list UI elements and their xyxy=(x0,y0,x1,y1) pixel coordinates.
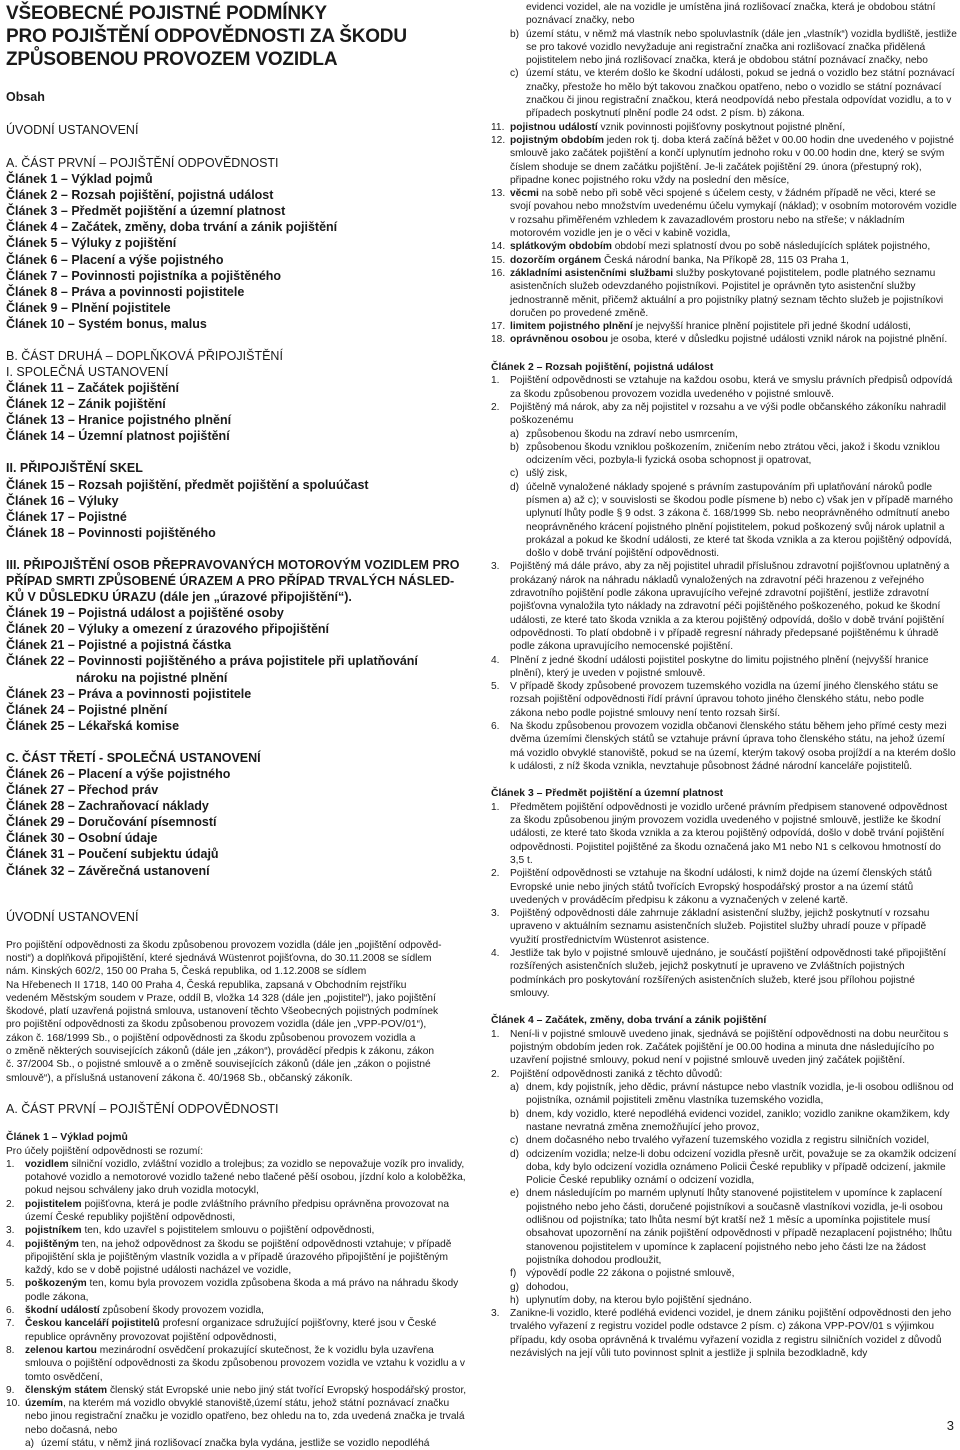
item-term: členským státem xyxy=(25,1384,108,1396)
toc-article-item: Článek 26 – Placení a výše pojistného xyxy=(6,767,231,781)
toc-article-item: Článek 15 – Rozsah pojištění, předmět pojištění a spoluúčast xyxy=(6,477,369,492)
toc-article-item: Článek 21 – Pojistné a pojistná částka xyxy=(6,638,232,653)
intro-heading: ÚVODNÍ USTANOVENÍ xyxy=(6,909,139,924)
sub-num: a) xyxy=(25,1438,35,1450)
item-number: 1. xyxy=(491,801,500,813)
item-body: způsobení škody provozem vozidla, xyxy=(99,1305,264,1317)
item-body: na sobě nebo při sobě věci spojené s účelem cesty, v žádném případě ne věci, které se svojí povahou nebo množstvím uvedenému účelu vymykají (náklad); v osobním motorovém vozidle v rozsahu přiměřeném vzhledem k zavazadlovém prostoru nebo na střeše; v nákladním motorovém vozidle jen je o věci v kabině vozidla, xyxy=(510,188,957,240)
paragraph-item xyxy=(491,907,957,947)
sub-number: a) xyxy=(510,1082,520,1094)
intro-line: Pro pojištění odpovědnosti za škodu způsobenou provozem vozidla (dále jen „pojištění odpověd- xyxy=(6,939,442,951)
item-number: 3. xyxy=(491,561,500,573)
toc-article-item: Článek 29 – Doručování písemností xyxy=(6,815,217,830)
item-number: 4. xyxy=(6,1238,15,1250)
item-body: Pojištění odpovědnosti se vztahuje na každou osobu, která ve smyslu právních předpisů odpovídá za škodu způsobenou provozem vozidla uvedeného v pojistné smlouvě. xyxy=(510,375,953,400)
sub-number: c) xyxy=(510,468,519,480)
document-title xyxy=(6,2,472,71)
definition-item xyxy=(491,121,957,134)
sub-item xyxy=(491,441,957,468)
toc-heading: Obsah xyxy=(6,90,45,104)
toc-article-item: Článek 11 – Začátek pojištění xyxy=(6,381,179,396)
sub-text: výpovědí podle 22 zákona o pojistné smlouvě, xyxy=(526,1268,735,1280)
item-number: 17. xyxy=(491,321,506,333)
toc-article-item: Článek 31 – Poučení subjektu údajů xyxy=(6,847,219,862)
item-body: Pojištěný má nárok, aby za něj pojistitel v rozsahu a ve výši podle občanského zákoníku nahradil poškozenému xyxy=(510,401,947,427)
art1-heading: Článek 1 – Výklad pojmů xyxy=(6,1131,128,1143)
toc-article-item: Článek 8 – Práva a povinnosti pojistitele xyxy=(6,284,245,299)
item-term: pojistitelem xyxy=(25,1198,82,1210)
toc-article-item: Článek 23 – Práva a povinnosti pojistitele xyxy=(6,686,252,701)
intro-line: č. 37/2004 Sb., o pojistné smlouvě a o změně souvisejících zákonů (dále jen „zákon o pojistné xyxy=(6,1059,431,1071)
item-body: ten, na jehož odpovědnost za škodu se pojištění odpovědnosti vztahuje; v případě připojištění skla je pojištěným vlastník vozidla a v případě úrazového připojištění je pojištěným každý, kdo se v době pojistné události nacházel ve vozidle, xyxy=(25,1238,452,1277)
intro-paragraph xyxy=(6,939,472,1085)
art1-intro: Pro účely pojištění odpovědnosti se rozumí: xyxy=(6,1145,204,1157)
title-line-1: VŠEOBECNÉ POJISTNÉ PODMÍNKY xyxy=(6,3,327,24)
item-body: pojišťovna, která je podle zvláštního právního předpisu oprávněna provozovat na území České republiky pojištění odpovědnosti, xyxy=(25,1198,450,1223)
item-number: 5. xyxy=(6,1278,15,1290)
item-number: 3. xyxy=(491,1308,500,1320)
toc-article-item: Článek 24 – Pojistné plnění xyxy=(6,702,168,717)
item-body: mezinárodní osvědčení prokazující skutečnost, že k vozidlu byla uzavřena smlouva o pojištění odpovědnosti za škodu způsobenou provozem vozidla ve vztahu k vozidlu a v tomto osvědčení, xyxy=(25,1344,466,1383)
toc-article-item: Článek 27 – Přechod práv xyxy=(6,783,159,798)
toc-part-b2-list xyxy=(6,477,472,541)
item-text xyxy=(25,1384,472,1397)
toc-article-item: Článek 20 – Výluky a omezení z úrazového připojištění xyxy=(6,622,330,637)
sub-text: dnem, kdy pojistník, jeho dědic, právní nástupce nebo vlastník vozidla, je-li osobou odlišnou od pojistníka, oznámil pojistiteli změnu vlastníka tuzemského vozidla, xyxy=(526,1082,954,1107)
item-number: 6. xyxy=(491,721,500,733)
definition-item xyxy=(6,1198,472,1225)
definition-item xyxy=(491,254,957,267)
item-number: 1. xyxy=(491,1028,500,1040)
item-text xyxy=(510,320,957,333)
art2-list-2 xyxy=(491,560,957,773)
toc-article-item: Článek 16 – Výluky xyxy=(6,493,119,508)
art4-sub-list xyxy=(491,1081,957,1307)
item-term: škodní událostí xyxy=(25,1305,100,1317)
item-body: Na škodu způsobenou provozem vozidla občanovi členského státu během jeho přímé cesty mezi dvěma územími členských států se vztahuje právní úprava toho členského státu, na jehož území má vozidlo obvyklé stanoviště, pokud se na území, kterým takový osoba projíždí a na kterém došlo k události, z níž škoda vznikla, nevztahuje působnost žádné národní kanceláře pojistitelů. xyxy=(510,721,956,772)
item-number: 2. xyxy=(491,868,500,880)
art3-heading: Článek 3 – Předmět pojištění a územní platnost xyxy=(491,788,724,800)
toc-article-item: Článek 17 – Pojistné xyxy=(6,509,127,524)
paragraph-item xyxy=(491,947,957,1000)
sub-text: území státu, v němž má vlastník nebo spoluvlastník (dále jen „vlastník“) vozidla bydliště, jestliže se pro takové vozidlo nevyžaduje ani registrační značka ani rozlišovací značka přidělená pojistitelem nebo jiná rozlišovací značka, která je obdobou státní poznávací značky, nebo xyxy=(526,28,957,67)
item-text xyxy=(510,187,957,240)
item-number: 2. xyxy=(6,1198,15,1210)
item-text xyxy=(510,374,957,401)
item-text xyxy=(25,1304,472,1317)
sub-item xyxy=(491,1134,957,1147)
toc-part-c: C. ČÁST TŘETÍ - SPOLEČNÁ USTANOVENÍ xyxy=(6,750,261,765)
item-number: 14. xyxy=(491,241,506,253)
left-column xyxy=(6,0,472,1450)
toc-article-item: Článek 25 – Lékařská komise xyxy=(6,718,180,733)
item-text xyxy=(510,1068,957,1081)
sub-item xyxy=(491,1281,957,1294)
sub-number: f) xyxy=(510,1268,517,1280)
toc-article-item: Článek 9 – Plnění pojistitele xyxy=(6,300,171,315)
item-term: pojistným obdobím xyxy=(510,134,604,146)
toc-article-item: Článek 32 – Závěrečná ustanovení xyxy=(6,863,210,878)
item-body: je osoba, které v důsledku pojistné události vznikl nárok na pojistné plnění. xyxy=(607,334,948,346)
toc-part-b3-list xyxy=(6,605,472,669)
item-term: územím xyxy=(25,1398,63,1410)
definition-item xyxy=(491,240,957,253)
sub-item xyxy=(491,1294,957,1307)
item-text xyxy=(25,1224,472,1237)
sub-number: b) xyxy=(510,441,520,453)
item-body: vznik povinnosti pojišťovny poskytnout pojistné plnění, xyxy=(597,121,846,133)
definition-item xyxy=(491,187,957,240)
toc-part-b3-l1: III. PŘIPOJIŠTĚNÍ OSOB PŘEPRAVOVANÝCH MOTOROVÝM VOZIDLEM PRO xyxy=(6,557,460,572)
item-body: Pojištěný odpovědnosti dále zahrnuje základní asistenční služby, jejichž poskytnutí v rozsahu upraveno v aktuálním seznamu asistenčních služeb. Pojistitel služby uhradí pouze v případě využití prostřednictvím Wüstenrot asistence. xyxy=(510,908,930,946)
item-text xyxy=(510,401,957,428)
item-body: Pojištěný má dále právo, aby za něj pojistitel uhradil příslušnou zdravotní pojišťovnou uplatněný a prokázaný nárok na náhradu nákladů vynaložených na zdravotní péči hrazenou z veřejného zdravotního pojištění podle zákona upravujícího veřejné zdravotní pojištění, jestliže zdravotní pojišťovna vynaložila tyto náklady na zdravotní péči pojištěného poškozeného, pokud ke škodní události, ze které tato škoda vznikla a za kterou pojištěný odpovídá, došlo v době trvání pojištění odpovědnosti. To platí obdobně i v případě regresní náhrady předepsané pojištěnému k úhradě podle zákona upravujícího nemocenské pojištění. xyxy=(510,561,950,653)
item-term: dozorčím orgánem xyxy=(510,254,602,266)
item-number: 10. xyxy=(6,1398,21,1410)
item-body: profesní organizace sdružující pojišťovny, které jsou v České republice oprávněny provozovat pojištění odpovědnosti, xyxy=(25,1318,437,1343)
intro-line: zákon č. 168/1999 Sb., o pojištění odpovědnosti za škodu způsobenou provozem vozidla a xyxy=(6,1032,416,1044)
item-body: Pojištění odpovědnosti se vztahuje na škodní události, k nimž dojde na území členských států Evropské unie nebo jiných států tvořících Evropský hospodářský prostor a na území států uvedených v prováděcím předpisu k zákonu a vyznačených v zelené kartě. xyxy=(510,868,932,906)
toc-article-item: Článek 12 – Zánik pojištění xyxy=(6,397,166,412)
sub-text: území státu, ve kterém došlo ke škodní události, pokud se jedná o vozidlo bez státní poznávací značky, přestože ho mělo být takovou značkou opatřeno, nebo o vozidlo se státní poznávací značkou či jinou registrační značkou, která neodpovídá nebo přestala odpovídat vozidlu, a to v případech poskytnutí plnění podle 24 odst. 2 písm. b) zákona. xyxy=(526,68,955,120)
art4-list-2 xyxy=(491,1307,957,1360)
sub-text: dohodou, xyxy=(526,1281,569,1293)
item-term: Českou kanceláří pojistitelů xyxy=(25,1318,160,1330)
toc-part-c-list xyxy=(6,766,472,879)
sub-number: c) xyxy=(510,1135,519,1147)
paragraph-item xyxy=(491,1028,957,1068)
definition-item xyxy=(6,1238,472,1278)
sub-number: g) xyxy=(510,1281,520,1293)
sub-number: e) xyxy=(510,1188,520,1200)
item-body: členský stát Evropské unie nebo jiný stát tvořící Evropský hospodářský prostor, xyxy=(107,1384,467,1396)
item-text xyxy=(510,134,957,187)
toc-part-b3-l2: PŘÍPAD SMRTI ZPŮSOBENÉ ÚRAZEM A PRO PŘÍPAD TRVALÝCH NÁSLED- xyxy=(6,573,455,588)
item-term: pojistnou událostí xyxy=(510,121,598,133)
sub-item xyxy=(491,1108,957,1135)
item-number: 7. xyxy=(6,1318,15,1330)
item-body: V případě škody způsobené provozem tuzemského vozidla na území jiného členského státu se rozsah pojištění odpovědnosti řídí právní úpravou tohoto jiného členského státu, nebo podle zákona nebo podle pojistné smlouvy není tento rozsah širší. xyxy=(510,681,939,719)
toc-article-item: Článek 1 – Výklad pojmů xyxy=(6,172,153,187)
item-number: 5. xyxy=(491,681,500,693)
item-number: 16. xyxy=(491,267,506,279)
item-text xyxy=(510,654,957,681)
sub-item xyxy=(491,1187,957,1267)
item-number: 2. xyxy=(491,401,500,413)
intro-line: nám. Kinských 602/2, 150 00 Praha 5, Česká republika, od 1.12.2008 se sídlem xyxy=(6,966,367,978)
definition-item xyxy=(6,1224,472,1237)
item-text xyxy=(510,560,957,653)
paragraph-item xyxy=(491,1068,957,1081)
item-term: základními asistenčními službami xyxy=(510,267,674,279)
sub-text: dnem následujícím po marném uplynutí lhůty stanovené pojistitelem v upomínce k zaplacení pojistného nebo jeho části, doručené pojistníkovi a současně vlastníkovi vozidla, je-li osobou odlišnou od pojistníka; tato lhůta nesmí být kratší než 1 měsíc a upomínka pojistitele musí obsahovat upozornění na zánik pojištění odpovědnosti v případě nezaplacení pojistného; lhůtu stanovenou pojistitelem v upomínce k zaplacení pojistného nebo jeho části lze na žádost pojistníka dohodou prodloužit, xyxy=(526,1188,952,1266)
paragraph-item xyxy=(491,680,957,720)
item-body: silniční vozidlo, zvláštní vozidlo a trolejbus; za vozidlo se nepovažuje vozík pro invalidy, potahové vozidlo a nemotorové vozidlo tažené nebo tlačené pěší osobou, jízdní kolo a koloběžka, pokud nejsou schváleny jako druh vozidla motocykl, xyxy=(25,1158,466,1197)
item-body: Česká národní banka, Na Příkopě 28, 115 03 Praha 1, xyxy=(601,254,850,266)
paragraph-item xyxy=(491,720,957,773)
art2-sub-list xyxy=(491,428,957,561)
definition-10-sub-a xyxy=(6,1437,472,1450)
item-text xyxy=(25,1198,472,1225)
paragraph-item xyxy=(491,867,957,907)
toc-article-item: Článek 3 – Předmět pojištění a územní platnost xyxy=(6,204,286,219)
item-body: , na kterém má vozidlo obvyklé stanoviště,území státu, jehož státní poznávací značku nebo jinou registrační značku je vozidlo opatřeno, bez ohledu na to, zda uvedená značka je trvalá nebo dočasná, nebo xyxy=(25,1398,465,1436)
toc-part-b3-l3: KŮ V DŮSLEDKU ÚRAZU (dále jen „úrazové připojištění“). xyxy=(6,590,352,605)
item-term: limitem pojistného plnění xyxy=(510,321,633,333)
sub-number: a) xyxy=(510,428,520,440)
sub-num: c) xyxy=(510,68,519,80)
item-body: Předmětem pojištění odpovědnosti je vozidlo určené právním předpisem stanovené odpovědnost za škodu způsobenou jiným provozem vozidla uvedeného v pojistné smlouvě, jestliže ke škodní události, ze které tato škoda vznikla a za kterou pojištěný odpovídá, došlo v době trvání pojištění odpovědnosti. Pojistitel pojištěné za škodu označená jako M1 nebo N1 s celkovou hmotností do 3,5 t. xyxy=(510,801,948,866)
toc-article-item: Článek 18 – Povinnosti pojištěného xyxy=(6,525,216,540)
item-number: 3. xyxy=(491,908,500,920)
item-number: 13. xyxy=(491,188,506,200)
item-text xyxy=(25,1317,472,1344)
definitions-list xyxy=(6,1158,472,1437)
sub-text: způsobenou škodu na zdraví nebo usmrcením, xyxy=(526,428,738,440)
item-text xyxy=(25,1238,472,1278)
item-number: 3. xyxy=(6,1225,15,1237)
toc-article-item: Článek 4 – Začátek, změny, doba trvání a zánik pojištění xyxy=(6,220,338,235)
sub-item xyxy=(491,428,957,441)
sub-item xyxy=(491,1148,957,1188)
toc-part-b1-list xyxy=(6,380,472,444)
item-term: poškozeným xyxy=(25,1278,87,1290)
paragraph-item xyxy=(491,654,957,681)
toc-item-cont: nároku na pojistné plnění xyxy=(76,670,228,685)
item-number: 4. xyxy=(491,654,500,666)
definition-item xyxy=(491,134,957,187)
item-body: Pojištění odpovědnosti zaniká z těchto důvodů: xyxy=(510,1068,723,1080)
sub-item xyxy=(491,1081,957,1108)
item-number: 8. xyxy=(6,1344,15,1356)
item-text xyxy=(25,1277,472,1304)
item-term: věcmi xyxy=(510,188,539,200)
toc-article-item: Článek 30 – Osobní údaje xyxy=(6,831,158,846)
item-body: Jestliže tak bylo v pojistné smlouvě ujednáno, je součástí pojištění odpovědnosti také připojištění rozšířených asistenčních služeb, jejichž poskytnutí je upraveno ve Zvláštních pojistných podmínkách pro poskytování rozšířených asistenčních služeb, které jsou přílohou pojistné smlouvy. xyxy=(510,948,947,999)
toc-part-a-list xyxy=(6,171,472,332)
toc-part-b2: II. PŘIPOJIŠTĚNÍ SKEL xyxy=(6,461,143,476)
sub-text: dnem dočasného nebo trvalého vyřazení tuzemského vozidla z registru silničních vozidel, xyxy=(526,1135,930,1147)
item-text xyxy=(510,1028,957,1068)
toc-article-item: Článek 6 – Placení a výše pojistného xyxy=(6,252,224,267)
definition-item xyxy=(491,267,957,320)
item-text xyxy=(25,1344,472,1384)
item-text xyxy=(510,801,957,867)
art2-heading: Článek 2 – Rozsah pojištění, pojistná událost xyxy=(491,361,714,373)
item-text xyxy=(510,867,957,907)
def10-sub-c xyxy=(491,67,957,120)
toc-article-item: Článek 13 – Hranice pojistného plnění xyxy=(6,413,232,428)
sub-text: území státu, v němž jiná rozlišovací značka byla vydána, jestliže se vozidlo nepodléhá xyxy=(41,1438,430,1450)
sub-text: účelně vynaložené náklady spojené s právním zastupováním při uplatňování nároků podle písmen a) až c); v souvislosti se škodou podle písmene b) nebo c) však jen v případě marného uplynutí lhůty podle § 9 odst. 3 zákona č. 168/1999 Sb. nebo neoprávněného odmítnutí anebo neoprávněného krácení pojistného plnění pojistitelem, pokud poškozený svůj nárok uplatnil a prokázal a pokud ke škodní události, ze které tat škoda vznikla a za kterou pojištěný odpovídá, došlo v době trvání pojištění odpovědnosti. xyxy=(526,481,953,560)
item-term: oprávněnou osobou xyxy=(510,334,608,346)
right-column xyxy=(491,0,957,1360)
item-number: 9. xyxy=(6,1384,15,1396)
sub-num: b) xyxy=(510,28,520,40)
def10-sub-b xyxy=(491,28,957,68)
intro-line: o změně některých souvisejících zákonů (dále jen „zákon“), prováděcí předpis k zákonu, zákon xyxy=(6,1046,435,1058)
item-number: 6. xyxy=(6,1305,15,1317)
item-text xyxy=(510,1307,957,1360)
sub-text: odcizením vozidla; nelze-li dobu odcizení vozidla přesně určit, považuje se za okamžik odcizení doba, kdy bylo odcizení vozidla oznámeno Policii České republiky v případě odcizení, jakmile Policie České republiky oznámí o odcizení vozidla, xyxy=(526,1148,957,1187)
item-text xyxy=(510,267,957,320)
item-number: 1. xyxy=(6,1158,15,1170)
item-body: období mezi splatností dvou po sobě následujících splátek pojistného, xyxy=(611,241,931,253)
item-number: 12. xyxy=(491,134,506,146)
item-text xyxy=(510,254,957,267)
item-text xyxy=(25,1158,472,1198)
art4-heading: Článek 4 – Začátek, změny, doba trvání a zánik pojištění xyxy=(491,1015,767,1027)
page-number: 3 xyxy=(946,1418,954,1433)
toc-article-item: Článek 7 – Povinnosti pojistníka a pojištěného xyxy=(6,268,282,283)
item-number: 11. xyxy=(491,121,505,133)
item-text xyxy=(510,333,957,346)
item-text xyxy=(510,680,957,720)
sub-text: způsobenou škodu vzniklou poškozením, zničením nebo ztrátou věci, jakož i škodu vzniklou odcizením věci, pozbyla-li fyzická osoba schopnost ji opatrovat, xyxy=(526,441,940,467)
paragraph-item xyxy=(491,1307,957,1360)
definition-item xyxy=(6,1277,472,1304)
sub-item xyxy=(491,467,957,480)
paragraph-item xyxy=(491,560,957,653)
intro-line: škodové, platí uzavřená pojistná smlouva, ustanovení těchto Všeobecných pojistných podmínek xyxy=(6,1006,439,1018)
item-body: jeden rok tj. doba která začíná běžet v 00.00 hodin dne uvedeného v pojistné smlouvě jako začátek pojištění a končí uplynutím jednoho roku v 00.00 hodin dne, který se svým číslem shoduje se dnem začátku pojištění. Je-li začátek pojištění 29. února (přestupný rok), připadne konec pojistného roku vždy na poslední den měsíce, xyxy=(510,134,954,186)
toc-article-item: Článek 2 – Rozsah pojištění, pojistná událost xyxy=(6,188,274,203)
art3-list xyxy=(491,801,957,1000)
intro-line: vedeném Městským soudem v Praze, oddíl B, vložka 14 328 (dále jen „pojistitel“), jako pojištění xyxy=(6,992,436,1004)
item-body: ten, kdo uzavřel s pojistitelem smlouvu o pojištění odpovědnosti, xyxy=(81,1225,375,1237)
title-line-3: ZPŮSOBENOU PROVOZEM VOZIDLA xyxy=(6,49,338,70)
toc-article-item: Článek 22 – Povinnosti pojištěného a práva pojistitele při uplatňování xyxy=(6,654,418,669)
art4-list xyxy=(491,1028,957,1081)
item-term: splátkovým obdobím xyxy=(510,241,612,253)
toc-part-b3-list-2 xyxy=(6,686,472,734)
sub-text: dnem, kdy vozidlo, které nepodléhá evidenci vozidel, zaniklo; vozidlo zanikne okamžikem, kdy nastane nevratná změna znemožňující jeho provoz, xyxy=(526,1108,950,1133)
item-number: 18. xyxy=(491,334,506,346)
paragraph-item xyxy=(491,801,957,867)
sub-item xyxy=(491,1267,957,1280)
toc-article-item: Článek 10 – Systém bonus, malus xyxy=(6,316,207,331)
toc-article-item: Článek 5 – Výluky z pojištění xyxy=(6,236,177,251)
item-text xyxy=(510,121,957,134)
item-text xyxy=(510,947,957,1000)
item-text xyxy=(510,907,957,947)
item-term: pojištěným xyxy=(25,1238,79,1250)
art2-list xyxy=(491,374,957,427)
intro-line: smlouvě“), a příslušná ustanovení zákona č. 40/1968 Sb., občanský zákoník. xyxy=(6,1072,353,1084)
intro-line: pro pojištění odpovědnosti za škodu způsobenou provozem vozidla (dále jen „VPP-POV/01“), xyxy=(6,1019,427,1031)
intro-line: Na Hřebenech II 1718, 140 00 Praha 4, Česká republika, zapsaná v Obchodním rejstříku xyxy=(6,979,407,991)
item-number: 2. xyxy=(491,1068,500,1080)
toc-article-item: Článek 28 – Zachraňovací náklady xyxy=(6,799,209,814)
item-body: ten, komu byla provozem vozidla způsobena škoda a má právo na náhradu škody podle zákona, xyxy=(25,1278,459,1303)
sub-number: b) xyxy=(510,1108,520,1120)
sub-number: d) xyxy=(510,1148,520,1160)
item-term: zelenou kartou xyxy=(25,1344,97,1356)
definition-item xyxy=(491,320,957,333)
item-body: Není-li v pojistné smlouvě uvedeno jinak, sjednává se pojištění odpovědnosti na dobu neurčitou s pojistným obdobím jeden rok. Začátek pojištění je 00.00 hodina a minuta dne následujícího po uzavření pojistné smlouvy, pokud není v pojistné smlouvě uveden jiný začátek pojištění. xyxy=(510,1028,949,1067)
def10-cont-a: evidenci vozidel, ale na vozidle je umístěna jiná rozlišovací značka, která je obdobou státní poznávací značky, nebo xyxy=(526,2,936,27)
item-body: Zanikne-li vozidlo, které podléhá evidenci vozidel, je dnem zániku pojištění odpovědnosti den jeho trvalého vyřazení z registru vozidel podle odstavce 2 písm. c) zákona VPP-POV/01 s výjimkou případu, kdy osoba oprávněná k trvalému vyřazení vozidla z registru silničních vozidel z důvodů nezávislých na její vůli tuto povinnost splnit a jestliže ji splnila bezodkladně, kdy xyxy=(510,1308,952,1359)
item-term: vozidlem xyxy=(25,1158,69,1170)
title-line-2: PRO POJIŠTĚNÍ ODPOVĚDNOSTI ZA ŠKODU xyxy=(6,26,407,47)
definition-item xyxy=(6,1158,472,1198)
item-text xyxy=(510,240,957,253)
item-number: 15. xyxy=(491,254,506,266)
definition-item xyxy=(491,333,957,346)
toc-intro: ÚVODNÍ USTANOVENÍ xyxy=(6,123,139,138)
definition-item xyxy=(6,1397,472,1437)
definition-item xyxy=(6,1384,472,1397)
sub-number: d) xyxy=(510,481,520,493)
toc-part-b1: I. SPOLEČNÁ USTANOVENÍ xyxy=(6,365,169,380)
sub-item xyxy=(491,481,957,561)
item-body: Plnění z jedné škodní události pojistitel poskytne do limitu pojistného plnění (nejvyšší hranice plnění), který je uveden v pojistné smlouvě. xyxy=(510,654,929,679)
paragraph-item xyxy=(491,374,957,401)
sub-number: h) xyxy=(510,1294,520,1306)
part-a-heading: A. ČÁST PRVNÍ – POJIŠTĚNÍ ODPOVĚDNOSTI xyxy=(6,1101,279,1116)
toc-part-b: B. ČÁST DRUHÁ – DOPLŇKOVÁ PŘIPOJIŠTĚNÍ xyxy=(6,349,283,364)
item-body: služby poskytované pojistitelem, podle platného seznamu asistenčních služeb odevzdaného pojistníkovi. Pojistitel je oprávněn tyto asistenční služby jednostranně měnit, přičemž aktuální a pro pojistníky platný seznam těchto služeb je pojistníkovi doručen po provedené změně. xyxy=(510,267,944,319)
definition-item xyxy=(6,1317,472,1344)
item-body: je nejvyšší hranice plnění pojistitele při jedné škodní události, xyxy=(632,321,911,333)
item-text xyxy=(25,1397,472,1437)
sub-text: uplynutím doby, na kterou bylo pojištění sjednáno. xyxy=(526,1294,752,1306)
item-number: 4. xyxy=(491,948,500,960)
item-number: 1. xyxy=(491,375,500,387)
intro-line: nosti“) a doplňková připojištění, které sjednává Wüstenrot pojišťovna, do 30.11.2008 se sídlem xyxy=(6,952,432,964)
paragraph-item xyxy=(491,401,957,428)
sub-text: ušlý zisk, xyxy=(526,468,568,480)
toc-part-a: A. ČÁST PRVNÍ – POJIŠTĚNÍ ODPOVĚDNOSTI xyxy=(6,156,279,171)
toc-article-item: Článek 19 – Pojistná událost a pojištěné osoby xyxy=(6,606,284,621)
toc-article-item: Článek 14 – Územní platnost pojištění xyxy=(6,429,230,444)
definitions-list-2 xyxy=(491,121,957,347)
definition-item xyxy=(6,1304,472,1317)
item-term: pojistníkem xyxy=(25,1225,82,1237)
item-text xyxy=(510,720,957,773)
definition-item xyxy=(6,1344,472,1384)
